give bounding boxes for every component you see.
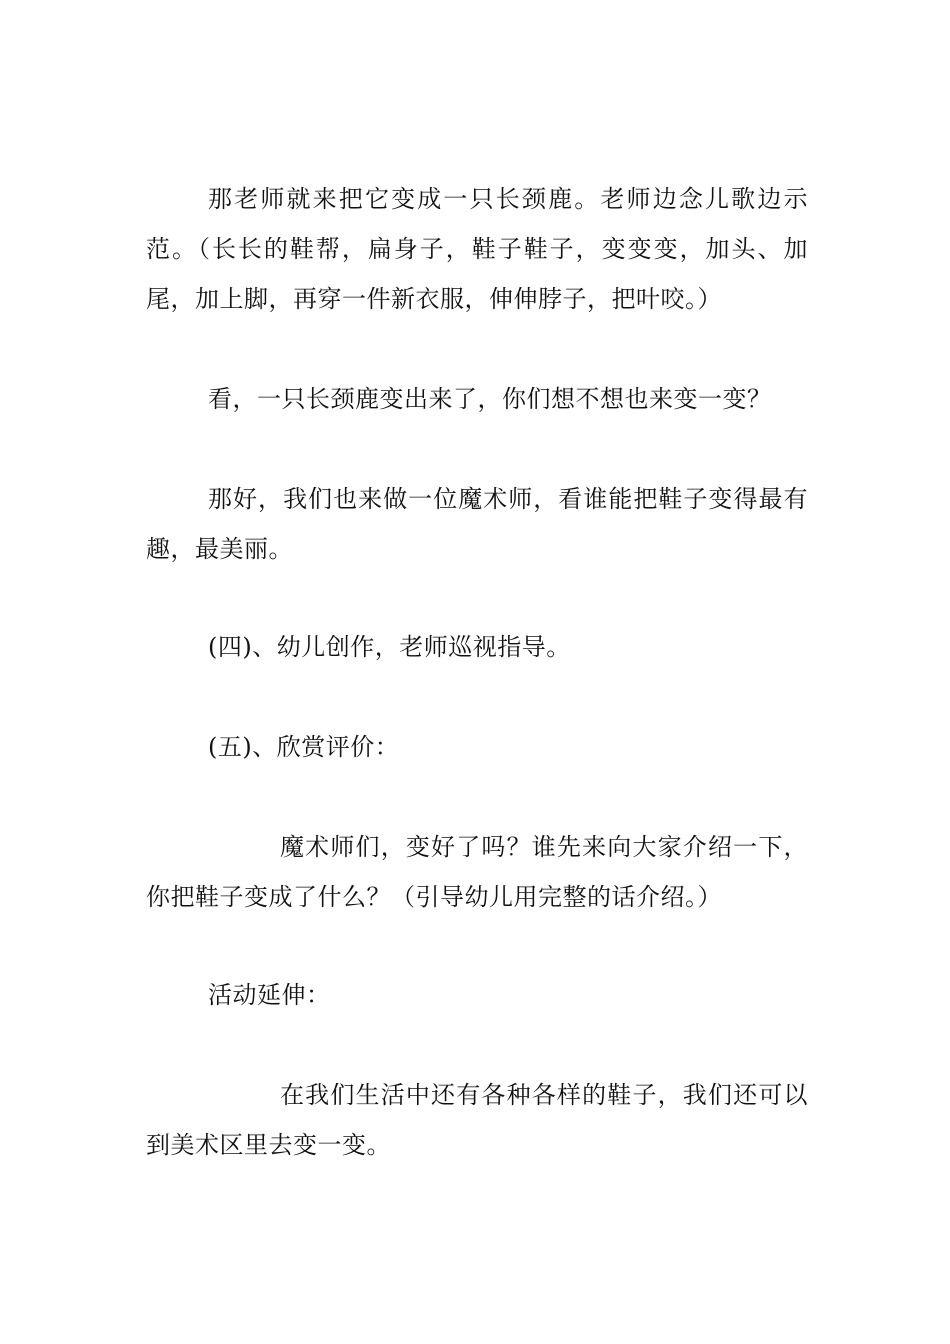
paragraph-magician: 那好，我们也来做一位魔术师，看谁能把鞋子变得最有趣，最美丽。	[146, 485, 808, 563]
paragraph-evaluation: 魔术师们，变好了吗？谁先来向大家介绍一下，你把鞋子变成了什么？（引导幼儿用完整的话介绍。）	[146, 833, 808, 911]
section-heading-extension: 活动延伸：	[208, 981, 331, 1009]
paragraph-giraffe-demo: 那老师就来把它变成一只长颈鹿。老师边念儿歌边示范。（长长的鞋帮，扁身子，鞋子鞋子，变变变，加头、加尾，加上脚，再穿一件新衣服，伸伸脖子，把叶咬。）	[146, 185, 808, 313]
section-heading-evaluation: (五)、欣赏评价：	[208, 733, 400, 761]
paragraph-extension: 在我们生活中还有各种各样的鞋子，我们还可以到美术区里去变一变。	[146, 1081, 808, 1159]
section-heading-creation: (四)、幼儿创作，老师巡视指导。	[208, 633, 571, 661]
paragraph-giraffe-appears: 看，一只长颈鹿变出来了，你们想不想也来变一变？	[208, 385, 772, 413]
